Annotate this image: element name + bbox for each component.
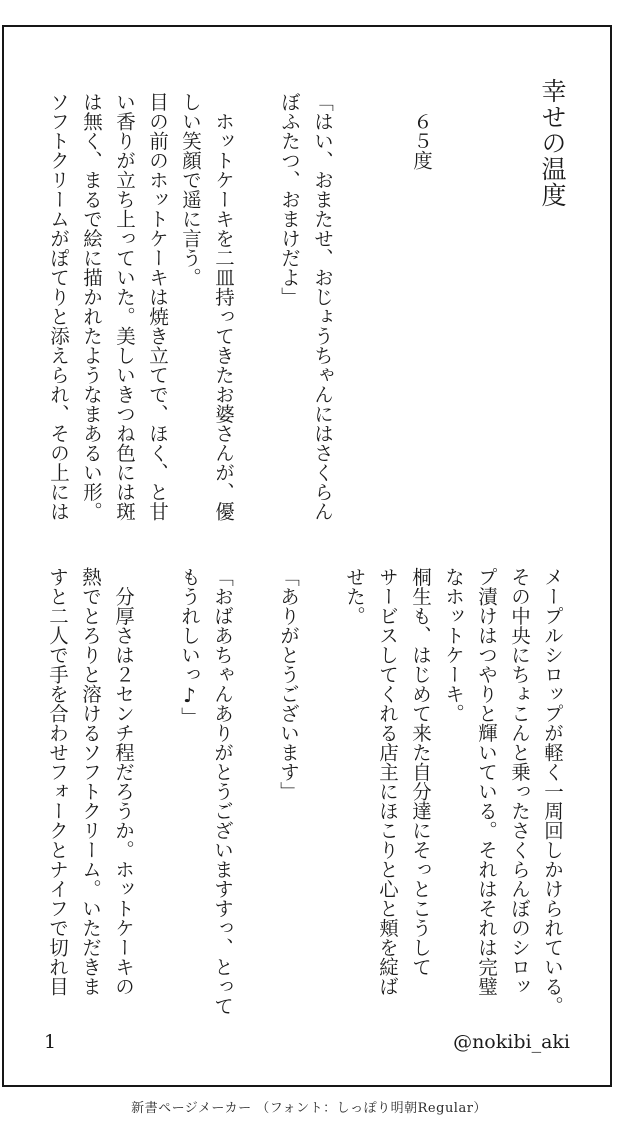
text-line: せた。 [343,567,366,626]
text-line: 熱でとろりと溶けるソフトクリーム。いただきま [79,567,102,996]
text-line [339,92,372,544]
text-line: もうれしいっ♪」 [178,567,201,727]
maker-caption: 新書ページメーカー （フォント：しっぽり明朝Regular） [131,1101,487,1116]
author-handle: @nokibi_aki [453,1031,570,1053]
text-line [305,567,338,1019]
text-line: 「はい、おまたせ、おじょうちゃんにはさくらん [311,92,334,521]
text-block-lower [41,567,569,1019]
text-line: サービスしてくれる店主にほこりと心と頬を綻ば [376,567,399,996]
text-line: 桐生も、はじめて来た自分達にそっとこうして [409,567,432,977]
text-line: ホットケーキを二皿持ってきたお婆さんが、優 [212,92,235,521]
text-line: 「ありがとうございます」 [277,567,300,801]
text-line: なホットケーキ。 [442,567,465,723]
text-line: プ漬けはつやりと輝いている。それはそれは完璧 [475,567,498,996]
text-line [239,567,272,1019]
text-line: は無く、まるで絵に描かれたようなまあるい形。 [80,92,103,521]
text-line: しい笑顔で遥に言う。 [179,92,202,287]
text-line [372,92,405,544]
text-line: ぼふたつ、おまけだよ」 [278,92,301,307]
text-line: ６５度 [410,92,433,170]
text-line: い香りが立ち上っていた。美しいきつね色には斑 [113,92,136,521]
text-line: その中央にちょこんと乗ったさくらんぼのシロッ [508,567,531,996]
text-line [140,567,173,1019]
text-line: 分厚さは２センチ程だろうか。ホットケーキの [112,567,135,996]
page-number: 1 [44,1031,57,1053]
text-block-upper [42,92,438,544]
text-line: すと二人で手を合わせフォークとナイフで切れ目 [46,567,69,996]
text-line [240,92,273,544]
page-title: 幸せの温度 [538,78,567,208]
text-line: ソフトクリームがぽてりと添えられ、その上には [47,92,70,521]
text-line: 「おばあちゃんありがとうございますすっ、とって [211,567,234,1016]
text-line: メープルシロップが軽く一周回しかけられている。 [541,567,564,1016]
text-line: 目の前のホットケーキは焼き立てで、ほく、と甘 [146,92,169,521]
